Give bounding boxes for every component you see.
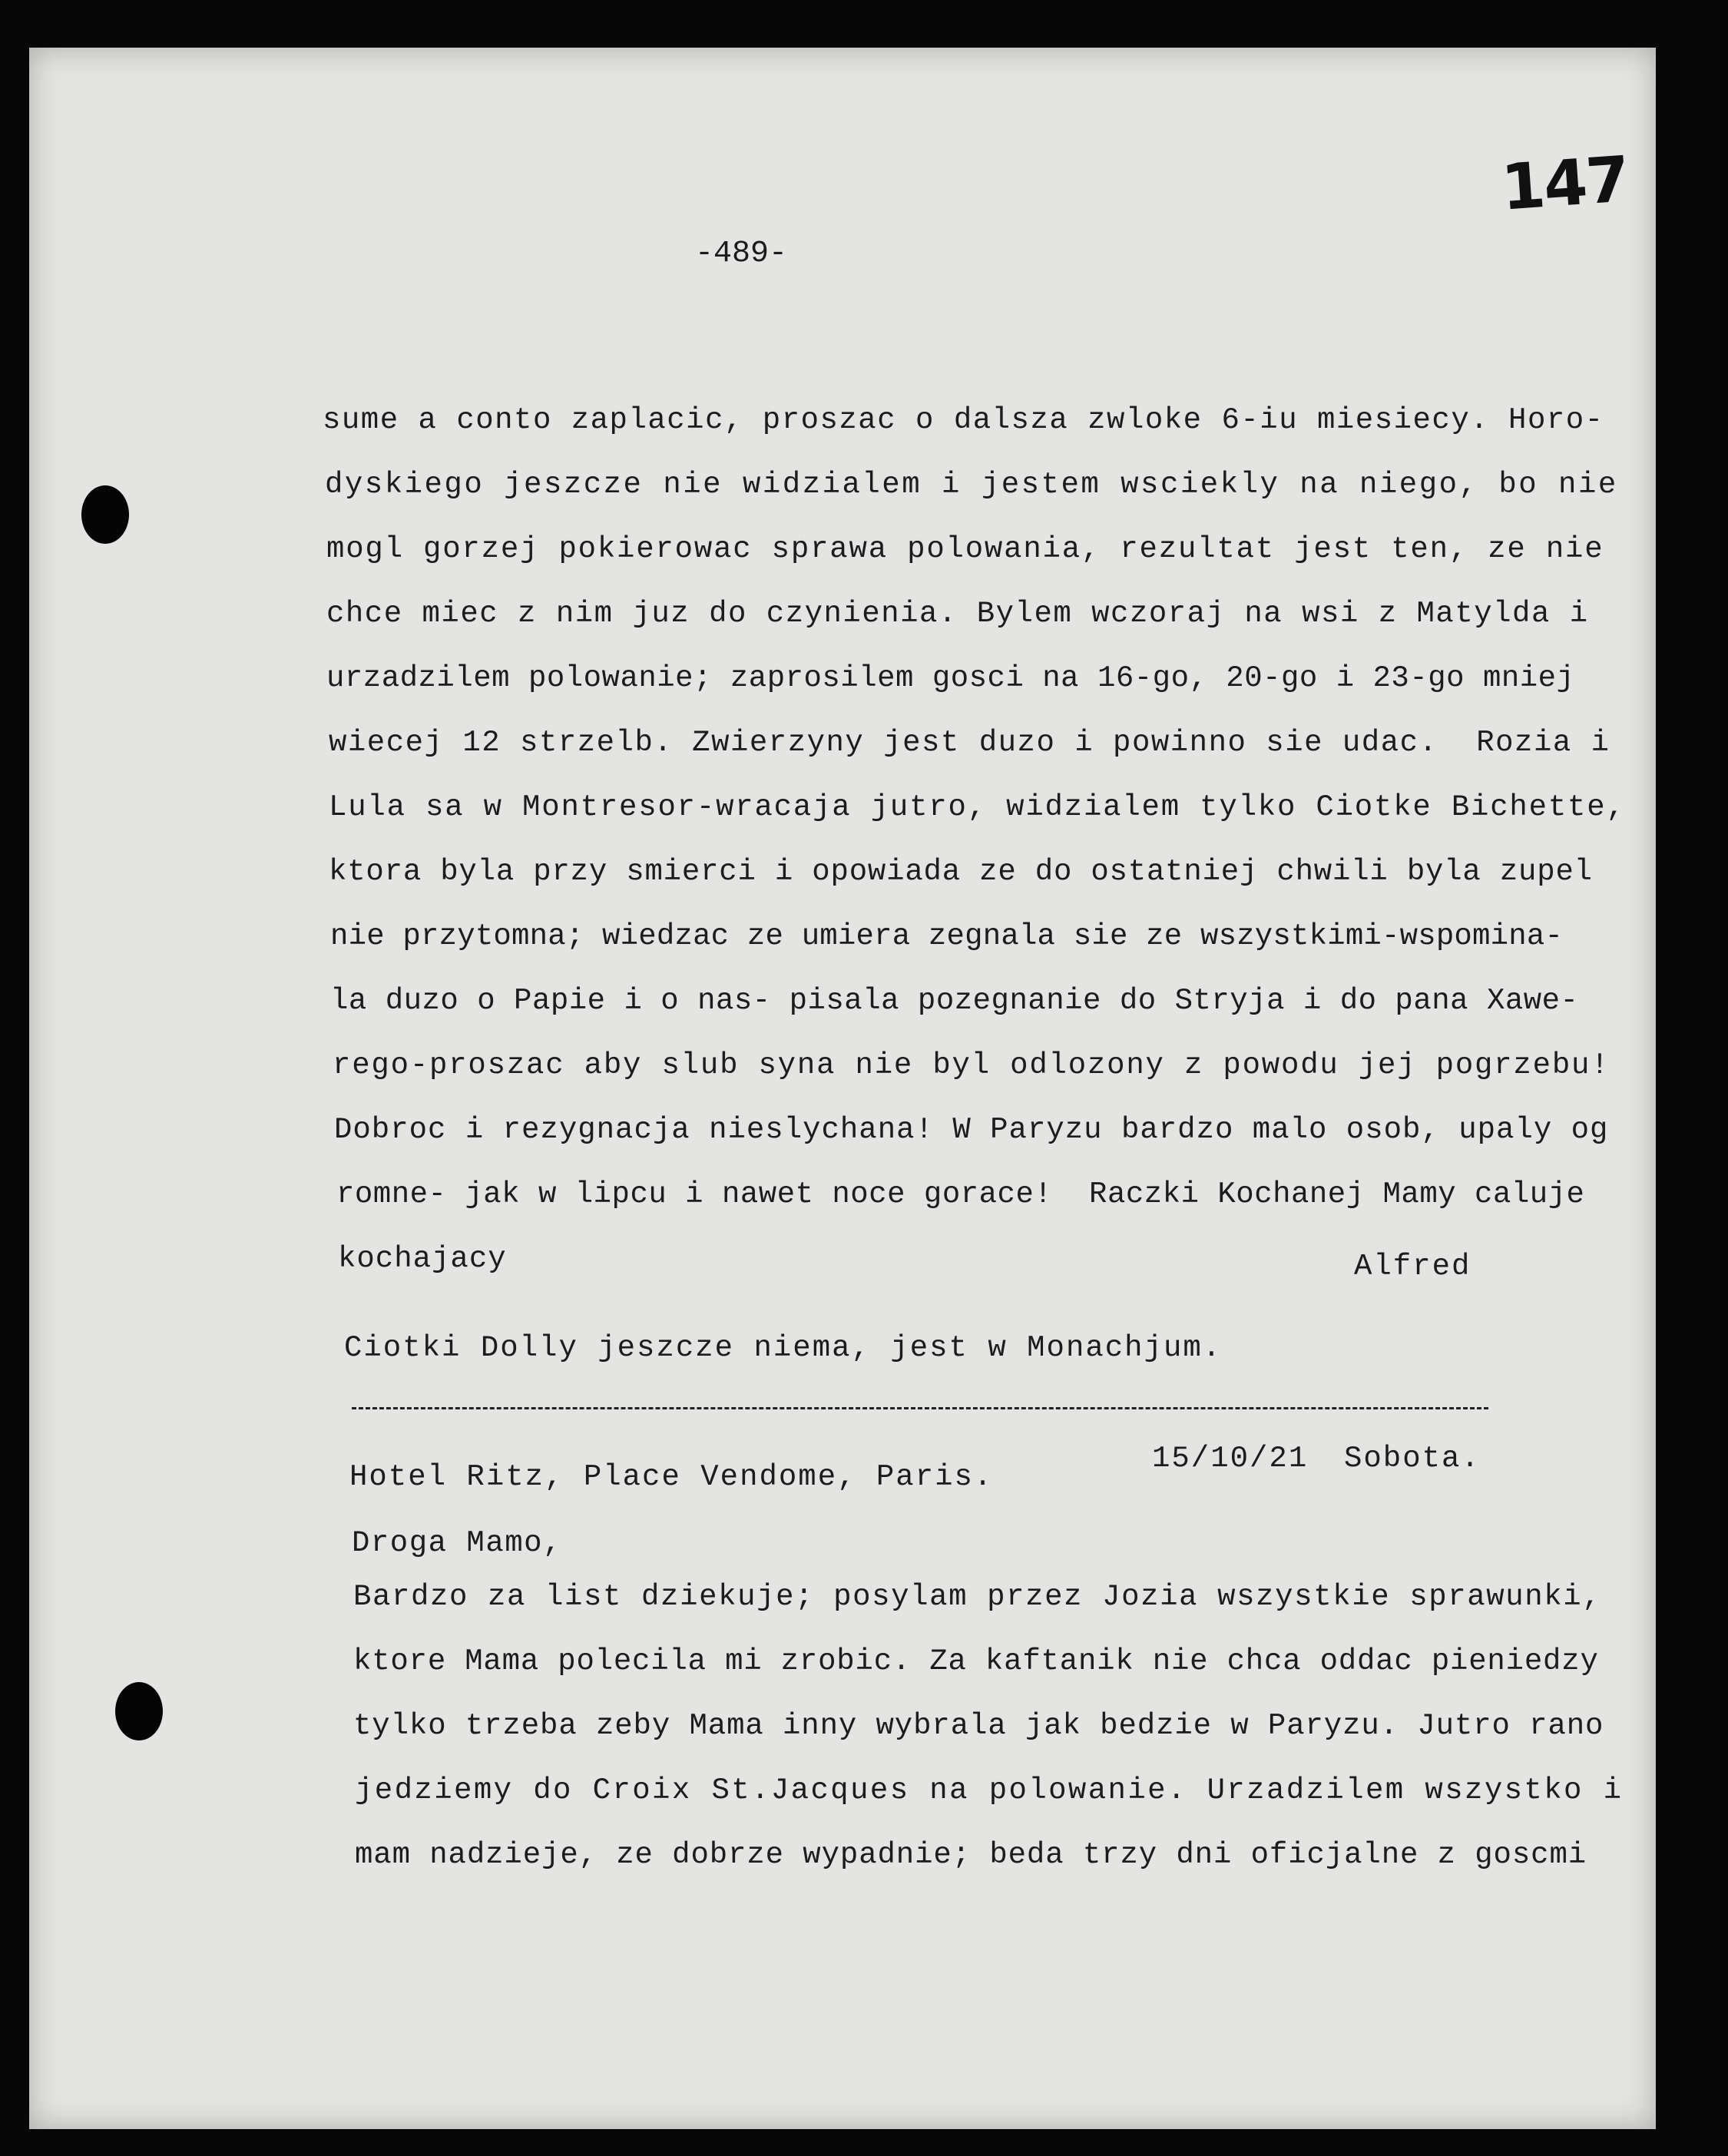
body-line: chce miec z nim juz do czynienia. Bylem wczoraj na wsi z Matylda i: [326, 597, 1589, 631]
body-line: Lula sa w Montresor-wracaja jutro, widzialem tylko Ciotke Bichette,: [329, 790, 1626, 824]
letter-salutation: Droga Mamo,: [352, 1526, 562, 1560]
letter-line: mam nadzieje, ze dobrze wypadnie; beda trzy dni oficjalne z goscmi: [355, 1838, 1587, 1872]
punch-hole-bottom: [115, 1682, 163, 1740]
body-line: urzadzilem polowanie; zaprosilem gosci na 16-go, 20-go i 23-go mniej: [326, 661, 1575, 695]
folio-number-handwritten: 147: [1498, 143, 1631, 225]
letter-line: ktore Mama polecila mi zrobic. Za kaftanik nie chca oddac pieniedzy: [353, 1644, 1599, 1678]
letter-line: jedziemy do Croix St.Jacques na polowanie. Urzadzilem wszystko i: [355, 1773, 1624, 1807]
body-line: la duzo o Papie i o nas- pisala pozegnanie do Stryja i do pana Xawe-: [330, 984, 1579, 1018]
body-line: sume a conto zaplacic, proszac o dalsza zwloke 6-iu miesiecy. Horo-: [323, 403, 1604, 437]
body-line: wiecej 12 strzelb. Zwierzyny jest duzo i powinno sie udac. Rozia i: [329, 726, 1610, 760]
signature: Alfred: [1354, 1250, 1471, 1283]
section-divider: [352, 1407, 1488, 1409]
body-line: rego-proszac aby slub syna nie byl odlozony z powodu jej pogrzebu!: [333, 1048, 1610, 1082]
letter-weekday: Sobota.: [1344, 1442, 1481, 1475]
body-line: mogl gorzej pokierowac sprawa polowania, rezultat jest ten, ze nie: [326, 532, 1604, 566]
body-line: nie przytomna; wiedzac ze umiera zegnala sie ze wszystkimi-wspomina-: [330, 919, 1564, 953]
body-line: ktora byla przy smierci i opowiada ze do ostatniej chwili byla zupel: [329, 855, 1593, 889]
letter-address: Hotel Ritz, Place Vendome, Paris.: [349, 1460, 994, 1494]
letter-line: Bardzo za list dziekuje; posylam przez Jozia wszystkie sprawunki,: [353, 1580, 1602, 1614]
body-line: dyskiego jeszcze nie widzialem i jestem wsciekly na niego, bo nie: [325, 468, 1618, 502]
letter-line: tylko trzeba zeby Mama inny wybrala jak bedzie w Paryzu. Jutro rano: [353, 1709, 1604, 1743]
closing-phrase: kochajacy: [338, 1242, 507, 1276]
page-number: -489-: [695, 237, 788, 271]
document-page: [29, 48, 1656, 2129]
letter-date: 15/10/21: [1152, 1442, 1309, 1475]
body-line: romne- jak w lipcu i nawet noce gorace! Raczki Kochanej Mamy caluje: [336, 1177, 1585, 1211]
postscript: Ciotki Dolly jeszcze niema, jest w Monachjum.: [344, 1331, 1223, 1365]
body-line: Dobroc i rezygnacja nieslychana! W Paryzu bardzo malo osob, upaly og: [334, 1113, 1609, 1147]
punch-hole-top: [81, 485, 129, 544]
